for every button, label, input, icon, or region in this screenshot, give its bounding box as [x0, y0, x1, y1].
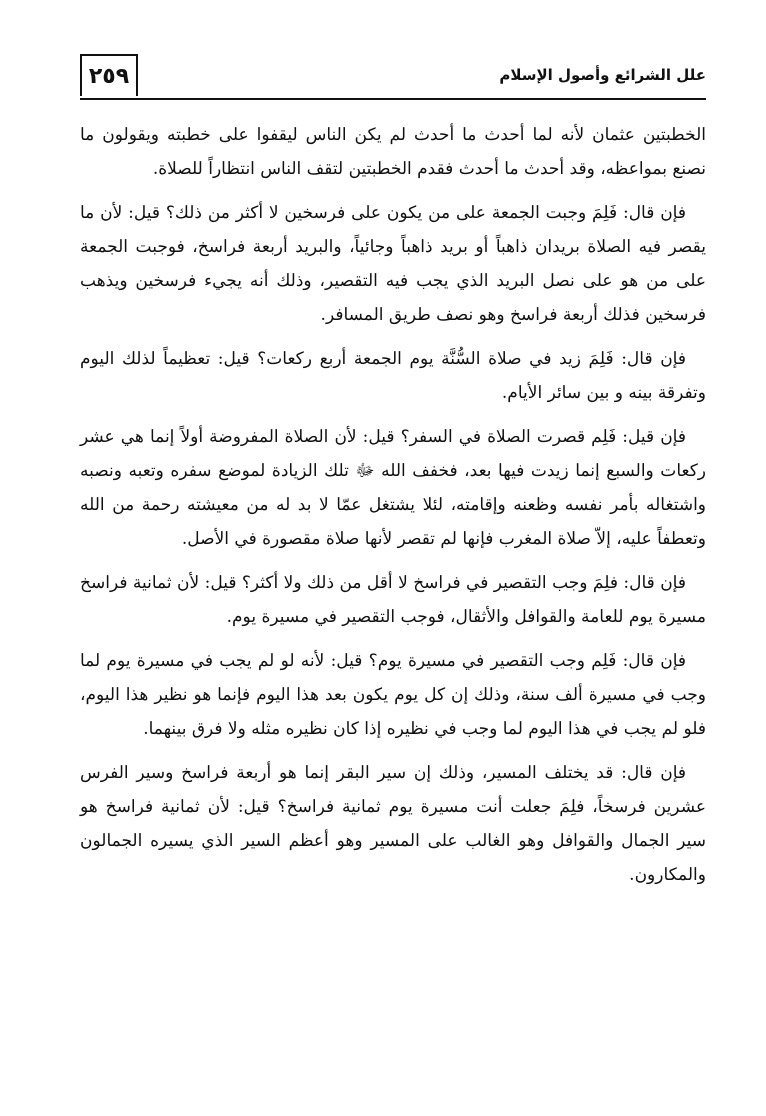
body-text — [80, 118, 706, 902]
paragraph: فإن قال: قد يختلف المسير، وذلك إن سير البقر إنما هو أربعة فراسخ وسير الفرس عشرين فرسخاً، فلِمَ جعلت أنت مسيرة يوم ثمانية فراسخ؟ قيل: لأن ثمانية فراسخ هو سير الجمال والقوافل وهو الغالب على المسير وهو أعظم السير الذي يسيره الجمالون والمكارون. — [80, 763, 706, 885]
paragraph: فإن قال: فَلِمَ وجبت الجمعة على من يكون على فرسخين لا أكثر من ذلك؟ قيل: لأن ما يقصر فيه الصلاة بريدان ذاهباً أو بريد ذاهباً وجائياً، والبريد أربعة فراسخ، فوجبت الجمعة على من هو على نصل البريد الذي يجب فيه التقصير، وذلك أنه يجيء فرسخين ويذهب فرسخين فذلك أربعة فراسخ وهو نصف طريق المسافر. — [80, 203, 706, 325]
page-number: ٢٥٩ — [80, 54, 138, 96]
running-title: علل الشرائع وأصول الإسلام — [499, 66, 706, 84]
paragraph: فإن قال: فَلِم وجب التقصير في مسيرة يوم؟ قيل: لأنه لو لم يجب في مسيرة يوم لما وجب في مسيرة ألف سنة، وذلك إن كل يوم يكون بعد هذا اليوم فإنما هو نظير هذا اليوم، فلو لم يجب في هذا اليوم لما وجب في نظيره إذا كان نظيره مثله ولا فرق بينهما. — [80, 651, 706, 739]
paragraph: فإن قيل: فَلِم قصرت الصلاة في السفر؟ قيل: لأن الصلاة المفروضة أولاً إنما هي عشر ركعات والسبع إنما زيدت فيها بعد، فخفف الله ﷻ تلك الزيادة لموضع سفره وتعبه ونصبه واشتغاله بأمر نفسه وظعنه وإقامته، لئلا يشتغل عمّا لا بد له من معيشته رحمة من الله وتعطفاً عليه، إلاّ صلاة المغرب فإنها لم تقصر لأنها صلاة مقصورة في الأصل. — [80, 427, 706, 549]
page-header — [80, 54, 706, 100]
paragraph: فإن قال: فلِمَ وجب التقصير في فراسخ لا أقل من ذلك ولا أكثر؟ قيل: لأن ثمانية فراسخ مسيرة يوم للعامة والقوافل والأثقال، فوجب التقصير في مسيرة يوم. — [80, 573, 706, 627]
paragraph: فإن قال: فَلِمَ زيد في صلاة السُّنَّة يوم الجمعة أربع ركعات؟ قيل: تعظيماً لذلك اليوم وتفرقة بينه و بين سائر الأيام. — [80, 349, 706, 403]
paragraph: الخطبتين عثمان لأنه لما أحدث ما أحدث لم يكن الناس ليقفوا على خطبته ويقولون ما نصنع بمواعظه، وقد أحدث ما أحدث فقدم الخطبتين لتقف الناس انتظاراً للصلاة. — [80, 125, 706, 179]
